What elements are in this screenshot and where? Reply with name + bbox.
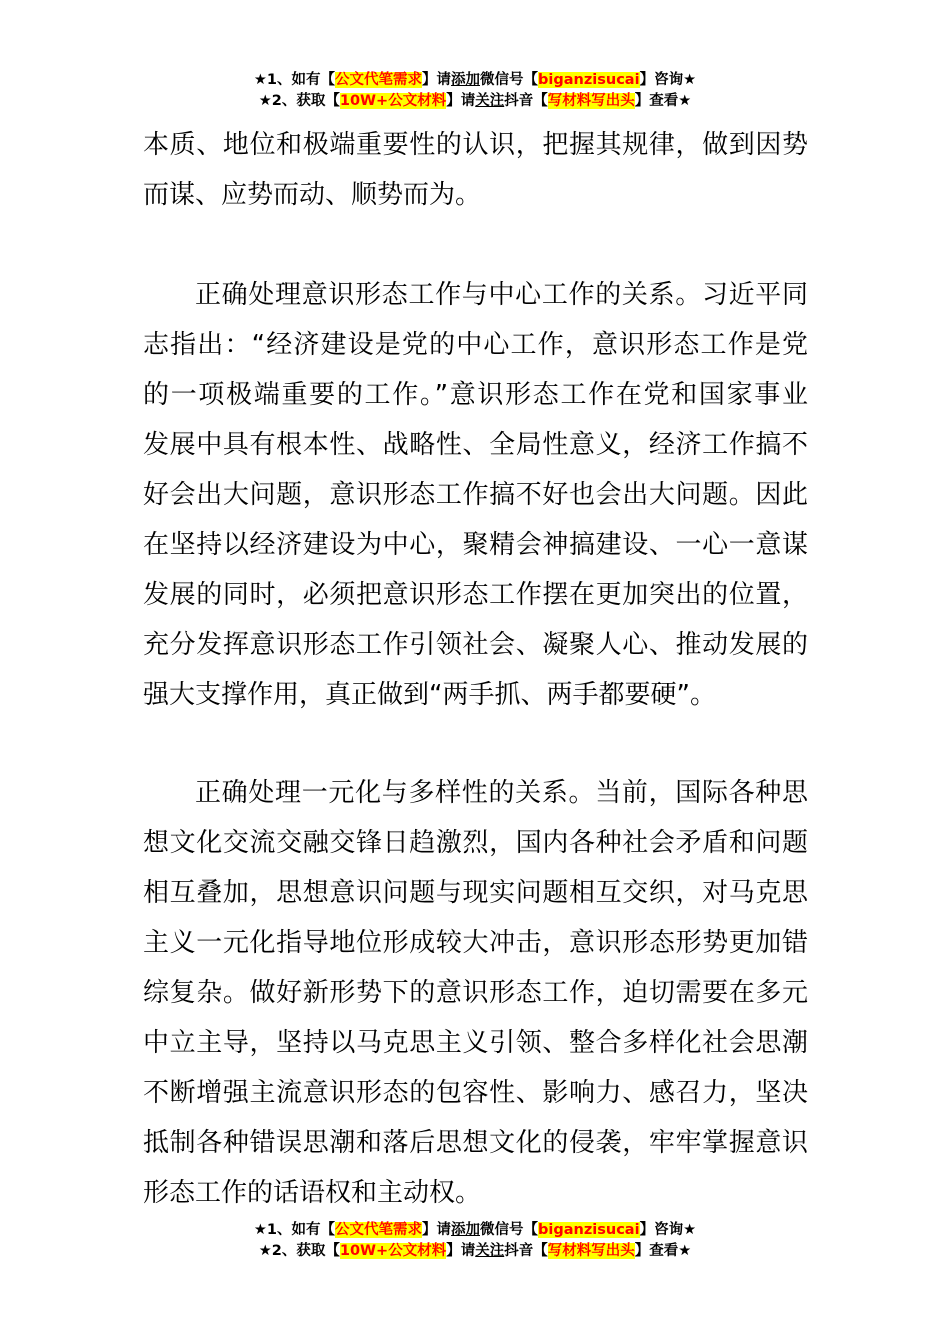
footer-highlight-materials: 10W+公文材料 xyxy=(339,1243,447,1259)
text-line: 正确处理一元化与多样性的关系。当前，国际各种思 xyxy=(195,778,808,808)
text-line: 志指出：“经济建设是党的中心工作，意识形态工作是党 xyxy=(143,330,808,360)
header-line-2-prefix: ★2、获取【 xyxy=(258,93,340,109)
header-line-1-suffix: 】咨询★ xyxy=(639,72,697,88)
text-line: 好会出大问题，意识形态工作搞不好也会出大问题。因此 xyxy=(143,480,808,510)
footer-line-2 xyxy=(0,1241,950,1262)
text-line: 不断增强主流意识形态的包容性、影响力、感召力，坚决 xyxy=(143,1078,808,1108)
header-line-2-suffix: 】查看★ xyxy=(634,93,692,109)
footer-line-1 xyxy=(0,1220,950,1241)
header-follow-keyword: 关注 xyxy=(475,93,505,109)
header-highlight-ghostwriting: 公文代笔需求 xyxy=(335,72,423,88)
header-line-1-wechat: 微信号【 xyxy=(480,72,539,88)
footer-line-2-prefix: ★2、获取【 xyxy=(258,1243,340,1259)
footer-highlight-ghostwriting: 公文代笔需求 xyxy=(335,1222,423,1238)
header-line-2-douyin: 抖音【 xyxy=(504,93,548,109)
header-line-1-prefix: ★1、如有【 xyxy=(253,72,336,88)
text-line: 强大支撑作用，真正做到“两手抓、两手都要硬”。 xyxy=(143,680,716,710)
header-line-2 xyxy=(0,91,950,112)
footer-banner xyxy=(0,1220,950,1262)
header-line-1 xyxy=(0,70,950,91)
footer-line-1-wechat: 微信号【 xyxy=(480,1222,539,1238)
footer-add-keyword: 添加 xyxy=(451,1222,481,1238)
footer-line-2-please: 】请 xyxy=(446,1243,476,1259)
text-line: 的一项极端重要的工作。”意识形态工作在党和国家事业 xyxy=(143,380,808,410)
text-line: 综复杂。做好新形势下的意识形态工作，迫切需要在多元 xyxy=(143,978,808,1008)
footer-douyin-account: 写材料写出头 xyxy=(547,1243,635,1259)
footer-wechat-id: biganzisucai xyxy=(538,1222,640,1238)
text-line: 发展的同时，必须把意识形态工作摆在更加突出的位置， xyxy=(143,580,808,610)
footer-line-1-please: 】请 xyxy=(422,1222,452,1238)
header-add-keyword: 添加 xyxy=(451,72,481,88)
text-line: 相互叠加，思想意识问题与现实问题相互交织，对马克思 xyxy=(143,878,808,908)
header-highlight-materials: 10W+公文材料 xyxy=(339,93,447,109)
header-line-2-please: 】请 xyxy=(446,93,476,109)
header-banner xyxy=(0,70,950,112)
paragraph-unity-diversity xyxy=(143,768,808,1218)
text-line: 发展中具有根本性、战略性、全局性意义，经济工作搞不 xyxy=(143,430,808,460)
header-wechat-id: biganzisucai xyxy=(538,72,640,88)
text-line: 形态工作的话语权和主动权。 xyxy=(143,1178,482,1208)
text-line: 正确处理意识形态工作与中心工作的关系。习近平同 xyxy=(195,280,808,310)
header-douyin-account: 写材料写出头 xyxy=(547,93,635,109)
footer-line-1-suffix: 】咨询★ xyxy=(639,1222,697,1238)
footer-line-2-suffix: 】查看★ xyxy=(634,1243,692,1259)
text-line: 而谋、应势而动、顺势而为。 xyxy=(143,180,482,210)
footer-follow-keyword: 关注 xyxy=(475,1243,505,1259)
text-line: 想文化交流交融交锋日趋激烈，国内各种社会矛盾和问题 xyxy=(143,828,808,858)
footer-line-2-douyin: 抖音【 xyxy=(504,1243,548,1259)
document-body xyxy=(143,120,808,220)
text-line: 本质、地位和极端重要性的认识，把握其规律，做到因势 xyxy=(143,130,808,160)
header-line-1-please: 】请 xyxy=(422,72,452,88)
text-line: 充分发挥意识形态工作引领社会、凝聚人心、推动发展的 xyxy=(143,630,808,660)
text-line: 在坚持以经济建设为中心，聚精会神搞建设、一心一意谋 xyxy=(143,530,808,560)
footer-line-1-prefix: ★1、如有【 xyxy=(253,1222,336,1238)
paragraph-continuation xyxy=(143,120,808,220)
paragraph-central-work xyxy=(143,270,808,720)
text-line: 主义一元化指导地位形成较大冲击，意识形态形势更加错 xyxy=(143,928,808,958)
text-line: 抵制各种错误思潮和落后思想文化的侵袭，牢牢掌握意识 xyxy=(143,1128,808,1158)
text-line: 中立主导，坚持以马克思主义引领、整合多样化社会思潮 xyxy=(143,1028,808,1058)
